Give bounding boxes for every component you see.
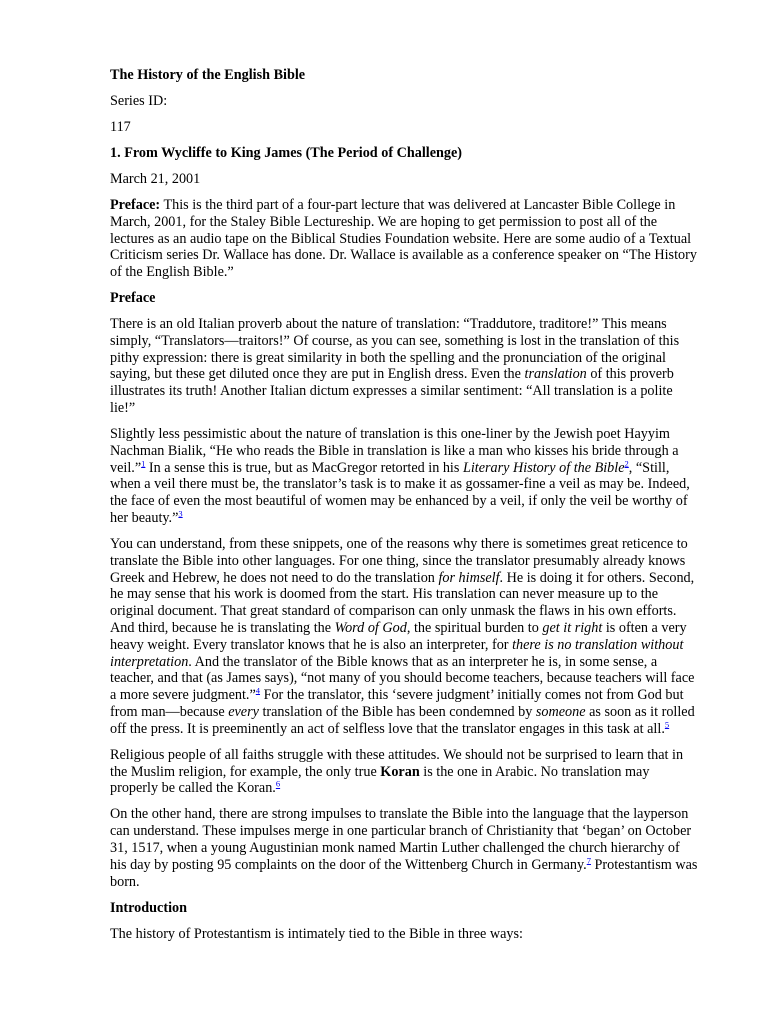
paragraph-4 <box>110 747 698 797</box>
emphasis: translation <box>524 366 587 383</box>
document-date: March 21, 2001 <box>110 170 201 187</box>
footnote-link-3[interactable]: 3 <box>178 508 183 519</box>
text-run: , the spiritual burden to <box>406 620 543 636</box>
text-run: In a sense this is true, but as MacGregor retorted in his <box>145 459 463 476</box>
footnote-link-6[interactable]: 6 <box>275 778 281 789</box>
text-run: is often a very heavy weight. Every translator knows that he is also an interpreter, for <box>110 620 687 653</box>
emphasis: for himself <box>438 569 500 586</box>
emphasis: get it right <box>542 620 603 636</box>
footnote-link-7[interactable]: 7 <box>586 855 591 865</box>
text-run: Protestantism was born. <box>110 856 698 890</box>
paragraph-3 <box>110 536 698 738</box>
text-run: of this proverb illustrates its truth! Another Italian dictum expresses a similar sentiment: “All translation is a polite lie!” <box>110 366 674 417</box>
footnote-link-2[interactable]: 2 <box>624 457 629 468</box>
introduction-heading: Introduction <box>110 899 187 916</box>
emphasis: every <box>228 703 259 720</box>
text-run: Slightly less pessimistic about the nature of translation is this one-liner by the Jewish poet Hayyim Nachman Bialik, “He who reads the Bible in translation is like a man who kisses his bride through a veil.” <box>110 426 679 476</box>
paragraph-5 <box>110 806 698 890</box>
series-id-value: 117 <box>110 118 131 135</box>
preface-heading: Preface <box>110 290 156 307</box>
text-run: . And the translator of the Bible knows that as an interpreter he is, in some sense, a teacher, and that (as James says), “not many of you should become teachers, because teachers will face a more severe judgment.” <box>110 653 695 704</box>
preface-intro-paragraph <box>110 197 698 281</box>
text-run: . He is doing it for others. Second, he may sense that his work is doomed from the start. His translation can never measure up to the original document. That great standard of comparison can only unmask the flaws in his own efforts. And third, because he is translating the <box>110 569 695 636</box>
preface-label: Preface: <box>110 196 161 213</box>
text-run: , “Still, when a veil there must be, the translator’s task is to make it as gossamer-fine a veil as may be. Indeed, the face of even the most beautiful of women may be enhanced by a veil, if only the veil be worthy of her beauty.” <box>110 459 690 527</box>
section-title: 1. From Wycliffe to King James (The Period of Challenge) <box>110 144 463 161</box>
text-run: is the one in Arabic. No translation may properly be called the Koran. <box>110 763 650 797</box>
text-run: Religious people of all faiths struggle with these attitudes. We should not be surprised to learn that in the Muslim religion, for example, the only true <box>110 746 684 780</box>
footnote-link-4[interactable]: 4 <box>255 685 261 696</box>
text-run: as soon as it rolled off the press. It is preeminently an act of selfless love that the translator engages in this task at all. <box>110 703 695 737</box>
strong-text: Koran <box>380 763 420 780</box>
text-run: You can understand, from these snippets, one of the reasons why there is sometimes great reticence to translate the Bible into other languages. For one thing, since the translator presumably already knows Greek and Hebrew, he does not need to do the translation <box>110 536 688 586</box>
paragraph-2 <box>110 426 698 527</box>
series-id-label: Series ID: <box>110 92 168 109</box>
emphasis: there is no translation without interpretation <box>110 636 684 670</box>
paragraph-6: The history of Protestantism is intimately tied to the Bible in three ways: <box>110 925 523 942</box>
footnote-link-1[interactable]: 1 <box>141 457 146 468</box>
book-title-emphasis: Literary History of the Bible <box>462 459 625 476</box>
paragraph-1 <box>110 316 698 417</box>
text-run: On the other hand, there are strong impulses to translate the Bible into the language that the layperson can understand. These impulses merge in one particular branch of Christianity that ‘began’ on October 31, 1517, when a young Augustinian monk named Martin Luther challenged the church hierarchy of his day by posting 95 complaints on the door of the Wittenberg Church in Germany. <box>110 806 692 873</box>
text-run: There is an old Italian proverb about the nature of translation: “Traddutore, traditore!” This means simply, “Translators—traitors!” Of course, as you can see, something is lost in the translation of this pithy expression: there is great similarity in both the spelling and the pronunciation of the original saying, but these get diluted once they are put in English dress. Even the <box>110 316 680 383</box>
document-title: The History of the English Bible <box>110 67 306 83</box>
footnote-link-5[interactable]: 5 <box>664 719 670 730</box>
preface-intro-text: This is the third part of a four-part lecture that was delivered at Lancaster Bible College in March, 2001, for the Staley Bible Lectureship. We are hoping to get permission to post all of the lectures as an audio tape on the Biblical Studies Foundation website. Here are some audio of a Textual Criticism series Dr. Wallace has done. Dr. Wallace is available as a conference speaker on “The History of the English Bible.” <box>110 196 697 281</box>
emphasis: someone <box>535 703 586 720</box>
document-body <box>110 67 698 951</box>
emphasis: Word of God <box>334 620 407 636</box>
text-run: For the translator, this ‘severe judgment’ initially comes not from God but from man—because <box>110 687 684 720</box>
text-run: translation of the Bible has been condemned by <box>258 703 536 720</box>
